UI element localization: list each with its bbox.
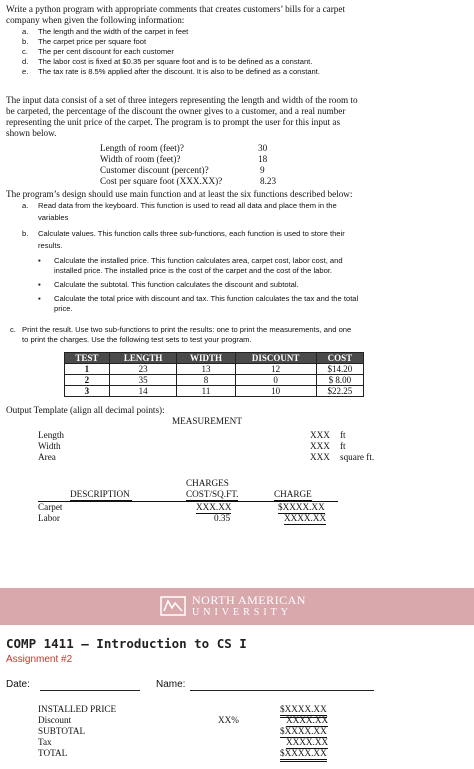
prompt-value: 9 — [260, 165, 265, 175]
measurement-unit: square ft. — [340, 452, 375, 462]
prompt-label: Cost per square foot (XXX.XX)? — [100, 176, 223, 186]
list-item — [10, 325, 472, 335]
measurement-row — [38, 430, 458, 441]
bullet-text: Calculate the subtotal. This function calculates the discount and subtotal. — [54, 280, 299, 289]
university-logo-icon — [160, 594, 186, 618]
prompt-label: Customer discount (percent)? — [100, 165, 209, 175]
summary-value: $XXXX.XX — [280, 704, 327, 718]
measurement-row — [38, 441, 458, 452]
design-intro: The program’s design should use main function and at least the six functions described below: — [6, 189, 353, 199]
measurement-row — [38, 452, 458, 463]
table-row — [65, 386, 364, 397]
bullet-item — [36, 294, 466, 318]
column-header: LENGTH — [109, 353, 177, 364]
table-cell: 0 — [235, 375, 316, 386]
table-cell: 23 — [109, 364, 177, 375]
item-letter: c. — [10, 325, 16, 334]
measurement-title: MEASUREMENT — [172, 416, 242, 426]
list-item — [22, 201, 470, 213]
measurement-unit: ft — [340, 441, 346, 451]
paragraph-line: The input data consist of a set of three integers representing the length and width of the room to — [6, 95, 358, 105]
measurement-unit: ft — [340, 430, 346, 440]
date-label: Date: — [6, 679, 30, 690]
summary-row — [38, 737, 368, 748]
prompt-row — [100, 143, 300, 154]
bullet-item — [36, 256, 466, 280]
table-cell: 14 — [109, 386, 177, 397]
item-continuation: to print the charges. Use the following test sets to test your program. — [22, 335, 252, 344]
summary-label: TOTAL — [38, 748, 68, 758]
table-cell: $22.25 — [316, 386, 363, 397]
paragraph-line: be carpeted, the percentage of the discount the owner gives to a customer, and a real number — [6, 106, 346, 116]
bullet-icon: ▪ — [38, 280, 41, 289]
measurement-label: Length — [38, 430, 65, 440]
date-field[interactable] — [40, 690, 140, 691]
summary-mid: XX% — [218, 715, 239, 725]
bullet-text: price. — [54, 304, 73, 313]
charge-value: XXXX.XX — [284, 513, 327, 523]
charges-rows — [38, 502, 368, 524]
table-cell: 8 — [177, 375, 235, 386]
design-c — [10, 325, 472, 345]
summary-row — [38, 748, 368, 759]
item-letter: a. — [22, 201, 29, 210]
bullet-text: installed price. The installed price is the cost of the carpet and the cost of the labor. — [54, 266, 333, 275]
university-name: NORTH AMERICAN — [192, 593, 306, 607]
bullet-text: Calculate the total price with discount and tax. This function calculates the tax and the total — [54, 294, 359, 303]
summary-value: $XXXX.XX — [280, 748, 327, 762]
bullet-text: Calculate the installed price. This function calculates area, carpet cost, labor cost, and — [54, 256, 343, 265]
table-row — [65, 364, 364, 375]
item-letter: b. — [22, 229, 29, 238]
summary-label: INSTALLED PRICE — [38, 704, 117, 714]
table-cell: 10 — [235, 386, 316, 397]
course-title: COMP 1411 – Introduction to CS I — [6, 636, 247, 651]
table-cell: 2 — [65, 375, 110, 386]
prompt-value: 30 — [258, 143, 268, 153]
table-cell: 12 — [235, 364, 316, 375]
bullet-icon: ▪ — [38, 256, 41, 265]
measurement-value: XXX — [310, 441, 330, 451]
prompt-row — [100, 165, 300, 176]
charge-desc: Carpet — [38, 502, 63, 512]
charges-title: CHARGES — [186, 478, 229, 488]
name-label: Name: — [156, 679, 186, 690]
item-text: Read data from the keyboard. This function is used to read all data and place them in the — [38, 201, 337, 210]
measurement-label: Area — [38, 452, 56, 462]
item-letter: c. — [22, 47, 28, 56]
measurement-value: XXX — [310, 430, 330, 440]
table-cell: $ 8.00 — [316, 375, 363, 386]
item-letter: a. — [22, 27, 29, 36]
item-text: The carpet price per square foot — [38, 37, 147, 46]
summary-block — [38, 704, 368, 759]
column-header: WIDTH — [177, 353, 235, 364]
prompt-list — [100, 143, 300, 187]
charge-cost: 0.35 — [214, 513, 231, 523]
summary-label: SUBTOTAL — [38, 726, 86, 736]
output-template-label: Output Template (align all decimal points): — [6, 405, 165, 415]
col-charge: CHARGE — [274, 489, 312, 499]
bullet-list — [36, 256, 466, 318]
university-banner — [0, 588, 474, 625]
intro-line: Write a python program with appropriate comments that creates customers’ bills for a carpet — [6, 4, 346, 14]
column-header: DISCOUNT — [235, 353, 316, 364]
table-cell: 3 — [65, 386, 110, 397]
column-header: COST — [316, 353, 363, 364]
table-row — [38, 513, 368, 524]
list-item — [22, 27, 470, 37]
charge-desc: Labor — [38, 513, 60, 523]
charge-value: $XXXX.XX — [278, 502, 325, 512]
prompt-label: Length of room (feet)? — [100, 143, 184, 153]
summary-label: Tax — [38, 737, 52, 747]
list-item — [22, 47, 470, 57]
bullet-icon: ▪ — [38, 294, 41, 303]
item-letter: b. — [22, 37, 29, 46]
summary-row — [38, 715, 368, 726]
measurement-value: XXX — [310, 452, 330, 462]
table-cell: 11 — [177, 386, 235, 397]
intro — [6, 4, 345, 26]
col-description: DESCRIPTION — [70, 489, 132, 501]
list-item — [22, 67, 470, 77]
summary-label: Discount — [38, 715, 72, 725]
table-cell: 13 — [177, 364, 235, 375]
summary-value: XXXX.XX — [286, 737, 329, 747]
assignment-label: Assignment #2 — [6, 654, 73, 665]
col-cost: COST/SQ.FT. — [186, 489, 239, 499]
name-field[interactable] — [190, 690, 374, 691]
item-text: The length and the width of the carpet in feet — [38, 27, 189, 36]
measurement-block — [38, 430, 458, 463]
item-letter: d. — [22, 57, 29, 66]
item-text: The per cent discount for each customer — [38, 47, 174, 56]
table-row — [38, 502, 368, 513]
prompt-row — [100, 176, 300, 187]
info-list — [22, 27, 470, 77]
list-item — [22, 37, 470, 47]
item-text: The labor cost is fixed at $0.35 per square foot and is to be defined as a constant. — [38, 57, 313, 66]
university-subname: UNIVERSITY — [192, 607, 292, 618]
item-continuation: results. — [38, 241, 63, 250]
table-cell: $14.20 — [316, 364, 363, 375]
intro-line: company when given the following information: — [6, 15, 185, 25]
design-list — [22, 201, 470, 255]
item-text: Calculate values. This function calls three sub-functions, each function is used to store their — [38, 229, 345, 238]
bullet-item — [36, 280, 466, 294]
table-cell: 1 — [65, 364, 110, 375]
test-table — [64, 352, 364, 397]
table-cell: 35 — [109, 375, 177, 386]
list-item — [22, 57, 470, 67]
prompt-value: 18 — [258, 154, 268, 164]
summary-row — [38, 704, 368, 715]
prompt-value: 8.23 — [260, 176, 277, 186]
paragraph-line: shown below. — [6, 128, 57, 138]
summary-value: XXXX.XX — [286, 715, 329, 725]
list-item — [22, 229, 470, 241]
prompt-row — [100, 154, 300, 165]
item-text: The tax rate is 8.5% applied after the discount. It is also to be defined as a constant. — [38, 67, 320, 76]
summary-value: $XXXX.XX — [280, 726, 327, 736]
charge-cost: XXX.XX — [196, 502, 232, 512]
column-header: TEST — [65, 353, 110, 364]
item-letter: e. — [22, 67, 29, 76]
input-paragraph — [6, 95, 468, 139]
table-row — [65, 375, 364, 386]
item-continuation: variables — [38, 213, 69, 222]
measurement-label: Width — [38, 441, 61, 451]
prompt-label: Width of room (feet)? — [100, 154, 181, 164]
paragraph-line: representing the unit price of the carpet. The program is to prompt the user for this input as — [6, 117, 341, 127]
item-text: Print the result. Use two sub-functions to print the results: one to print the measurements, and one — [22, 325, 352, 334]
table-header-row — [65, 353, 364, 364]
summary-row — [38, 726, 368, 737]
